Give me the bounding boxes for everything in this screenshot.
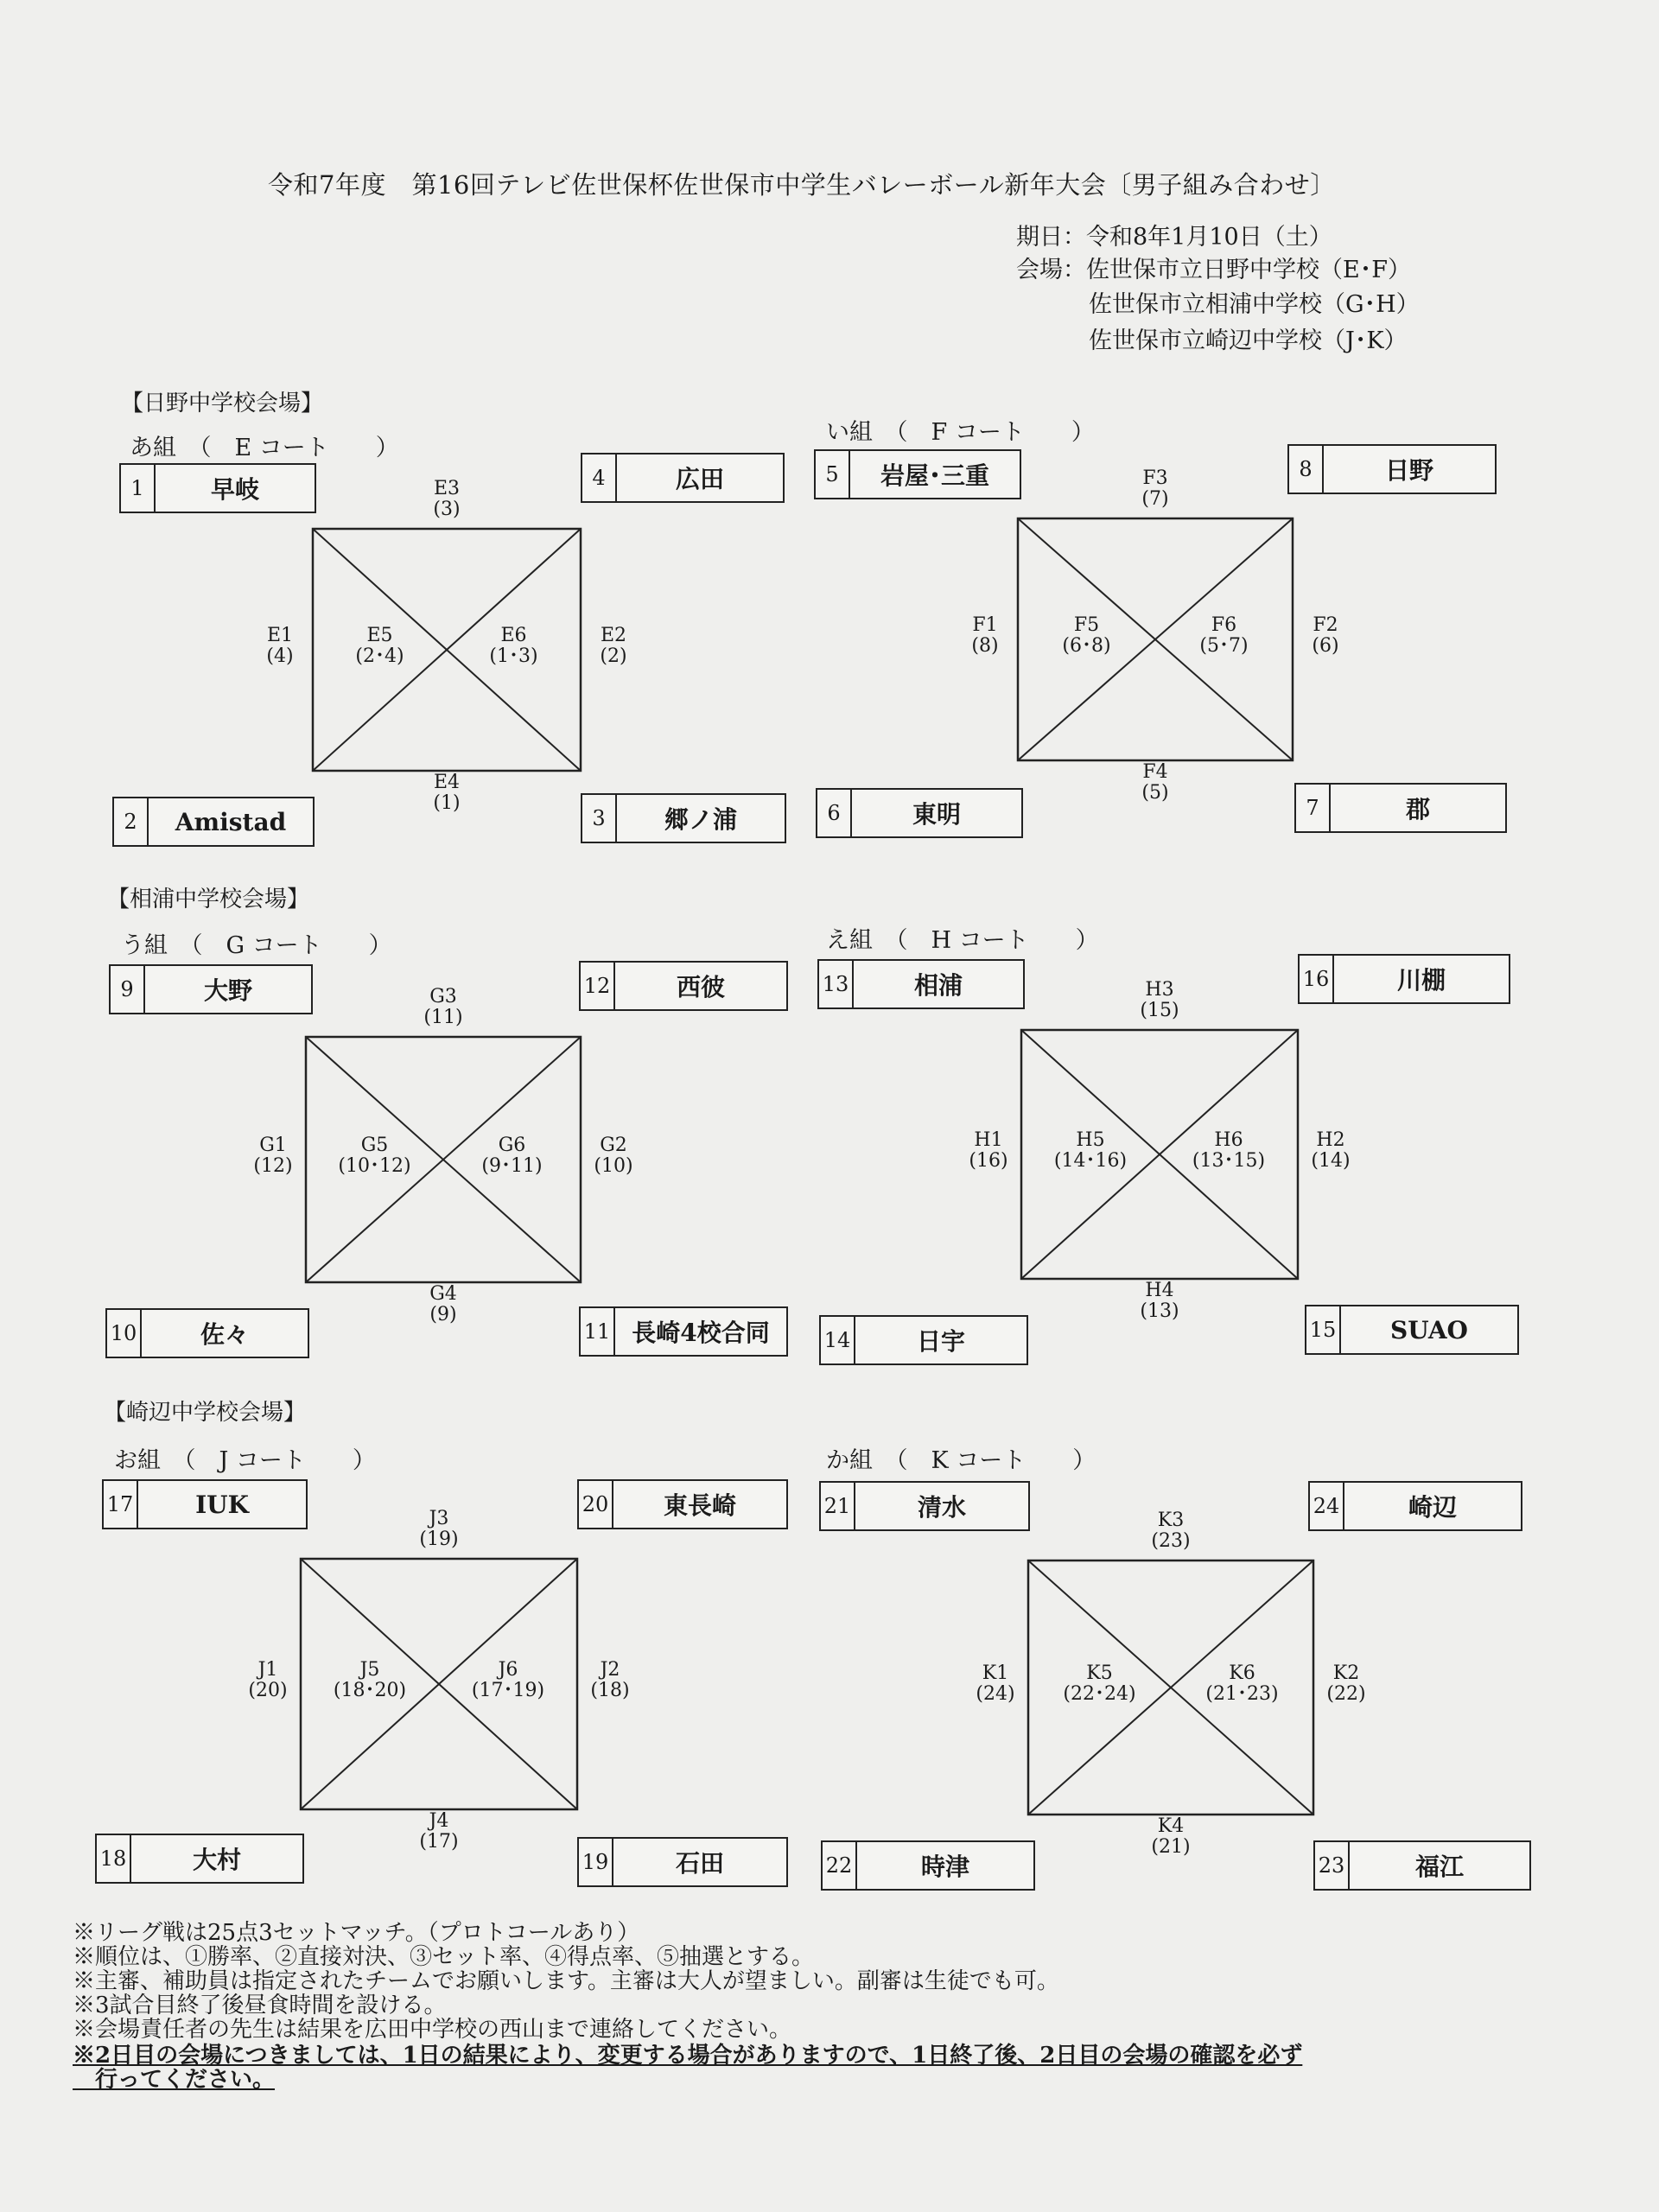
note-1: ※リーグ戦は25点3セットマッチ。（プロトコールあり）: [73, 1920, 640, 1946]
team-name: 早岐: [210, 475, 259, 504]
match-label-top: [419, 1509, 458, 1550]
match-label-top: [1140, 980, 1179, 1021]
match-label-top: [423, 987, 462, 1028]
match-label-cl: [334, 1660, 406, 1701]
match-label-left: [971, 615, 998, 657]
team-box: [109, 964, 313, 1014]
match-code: J6: [498, 1659, 518, 1681]
match-label-right: [1311, 1130, 1350, 1172]
team-number: 11: [581, 1308, 615, 1355]
team-number: 1: [121, 465, 156, 512]
team-name: 西彼: [676, 973, 725, 1001]
match-order: (2): [600, 645, 627, 667]
match-label-right: [594, 1135, 632, 1177]
team-name: 大野: [203, 976, 252, 1005]
match-code: E2: [600, 625, 627, 646]
match-code: F1: [972, 614, 998, 636]
match-label-right: [1312, 615, 1338, 657]
team-number: 23: [1315, 1842, 1350, 1889]
team-box: [817, 959, 1025, 1009]
team-number: 8: [1289, 446, 1324, 493]
team-name: 相浦: [913, 971, 963, 1000]
match-code: E3: [433, 478, 461, 499]
note-5: ※会場責任者の先生は結果を広田中学校の西山まで連絡してください。: [73, 2017, 792, 2043]
team-number: 14: [821, 1317, 855, 1363]
team-name: 時津: [920, 1853, 969, 1881]
team-box: [581, 453, 785, 503]
match-label-top: [433, 479, 460, 520]
team-name: SUAO: [1390, 1315, 1468, 1344]
match-code: K2: [1332, 1662, 1360, 1684]
team-name: 大村: [192, 1846, 241, 1874]
match-label-left: [266, 626, 293, 667]
team-box: [105, 1308, 309, 1358]
team-number: 20: [579, 1481, 613, 1528]
venue-line-2: 佐世保市立相浦中学校（G･H）: [1089, 291, 1420, 318]
team-name: 長崎4校合同: [632, 1319, 770, 1347]
match-order: (20): [248, 1680, 288, 1701]
team-name: 佐々: [200, 1320, 249, 1349]
match-code: K4: [1157, 1815, 1185, 1837]
match-order: (13･15): [1192, 1150, 1266, 1172]
match-order: (22): [1326, 1683, 1366, 1705]
match-label-right: [600, 626, 626, 667]
team-box: [816, 788, 1023, 838]
team-number: 16: [1300, 956, 1334, 1002]
match-order: (19): [419, 1529, 459, 1550]
team-box: [577, 1479, 788, 1529]
note-4: ※3試合目終了後昼食時間を設ける。: [73, 1993, 447, 2018]
team-name: 岩屋･三重: [880, 461, 989, 490]
match-order: (14･16): [1053, 1150, 1128, 1172]
team-box: [577, 1837, 788, 1887]
match-order: (1･3): [489, 645, 538, 667]
team-name: 東明: [912, 800, 961, 829]
match-order: (4): [266, 645, 294, 667]
team-name: 石田: [675, 1849, 724, 1878]
match-code: E4: [433, 772, 461, 793]
note-2: ※順位は、①勝率、②直接対決、③セット率、④得点率、⑤抽選とする。: [73, 1944, 815, 1970]
venue-heading-sakibe: 【崎辺中学校会場】: [104, 1400, 307, 1426]
match-label-cl: [355, 626, 404, 667]
match-label-left: [976, 1663, 1014, 1705]
team-box: [819, 1315, 1028, 1365]
match-label-top: [1151, 1510, 1190, 1552]
court-diagram: [313, 529, 581, 771]
match-code: F5: [1073, 614, 1100, 636]
team-box: [102, 1479, 308, 1529]
match-label-cl: [1063, 1663, 1135, 1705]
team-box: [95, 1834, 304, 1884]
venue-line-1: 会場：佐世保市立日野中学校（E･F）: [1016, 257, 1411, 283]
match-order: (15): [1140, 1000, 1179, 1021]
team-number: 15: [1306, 1306, 1341, 1353]
match-code: J5: [359, 1659, 380, 1681]
match-order: (22･24): [1063, 1683, 1136, 1705]
venue-heading-hino: 【日野中学校会場】: [121, 391, 324, 416]
match-label-left: [248, 1660, 287, 1701]
match-label-cl: [338, 1135, 410, 1177]
team-name: 福江: [1414, 1853, 1464, 1881]
match-order: (11): [423, 1007, 463, 1028]
match-order: (17･19): [471, 1680, 545, 1701]
team-name: IUK: [195, 1490, 249, 1519]
note-3: ※主審、補助員は指定されたチームでお願いします。主審は大人が望ましい。副審は生徒でも可。: [73, 1968, 1059, 1994]
team-box: [1287, 444, 1497, 494]
match-order: (2･4): [355, 645, 404, 667]
team-number: 24: [1310, 1483, 1344, 1529]
match-order: (3): [433, 499, 461, 520]
match-code: F6: [1211, 614, 1237, 636]
match-code: E5: [366, 625, 393, 646]
match-code: H1: [974, 1129, 1003, 1151]
team-number: 5: [816, 451, 850, 498]
team-box: [112, 797, 315, 847]
team-box: [1298, 954, 1510, 1004]
match-code: J4: [429, 1810, 449, 1832]
team-box: [581, 793, 786, 843]
team-number: 4: [582, 454, 617, 501]
match-code: E1: [266, 625, 294, 646]
match-label-bottom: [1151, 1816, 1190, 1858]
team-box: [1305, 1305, 1519, 1355]
match-order: (5･7): [1199, 635, 1249, 657]
page-title: 令和7年度 第16回テレビ佐世保杯佐世保市中学生バレーボール新年大会〔男子組み合わせ〕: [268, 170, 1336, 200]
match-order: (6): [1312, 635, 1339, 657]
team-name: 郡: [1405, 795, 1430, 823]
team-number: 12: [581, 963, 615, 1009]
match-code: G1: [259, 1135, 287, 1156]
match-order: (24): [976, 1683, 1015, 1705]
team-number: 9: [111, 966, 145, 1013]
team-number: 22: [823, 1842, 857, 1889]
match-code: J3: [429, 1508, 449, 1529]
match-code: H4: [1145, 1280, 1174, 1301]
match-label-right: [1326, 1663, 1365, 1705]
match-order: (13): [1140, 1300, 1179, 1322]
group-label: あ組 （ E コート ）: [130, 435, 399, 461]
match-order: (18): [590, 1680, 630, 1701]
match-code: H6: [1214, 1129, 1243, 1151]
match-code: G3: [429, 986, 457, 1007]
match-label-left: [969, 1130, 1007, 1172]
team-name: 清水: [917, 1493, 966, 1522]
team-box: [579, 961, 788, 1011]
team-box: [1308, 1481, 1522, 1531]
team-box: [819, 1481, 1030, 1531]
match-code: J2: [600, 1659, 620, 1681]
match-code: K3: [1157, 1510, 1185, 1531]
match-order: (7): [1141, 488, 1169, 510]
match-code: K5: [1086, 1662, 1113, 1684]
match-label-bottom: [419, 1811, 458, 1853]
team-name: 郷ノ浦: [664, 805, 737, 834]
group-label: え組 （ H コート ）: [826, 927, 1099, 954]
match-label-bottom: [429, 1284, 457, 1325]
team-box: [119, 463, 316, 513]
team-number: 6: [817, 790, 852, 836]
match-code: F2: [1313, 614, 1338, 636]
team-number: 3: [582, 795, 617, 842]
team-number: 7: [1296, 785, 1331, 831]
group-label: い組 （ F コート ）: [826, 419, 1095, 446]
match-code: H3: [1145, 979, 1174, 1001]
match-label-cr: [481, 1135, 542, 1177]
match-label-left: [253, 1135, 292, 1177]
match-label-cr: [472, 1660, 544, 1701]
team-name: 日野: [1384, 456, 1433, 485]
match-order: (9): [429, 1304, 457, 1325]
match-order: (8): [971, 635, 999, 657]
team-name: 日宇: [916, 1327, 965, 1356]
match-order: (10): [594, 1155, 633, 1177]
match-code: K6: [1229, 1662, 1255, 1684]
match-label-bottom: [1141, 762, 1168, 804]
team-name: 東長崎: [663, 1491, 736, 1520]
team-name: Amistad: [175, 807, 287, 836]
venue-heading-ainoura: 【相浦中学校会場】: [107, 887, 310, 912]
match-label-right: [590, 1660, 629, 1701]
match-order: (1): [433, 792, 461, 814]
match-code: J1: [257, 1659, 278, 1681]
court-diagram: [1018, 518, 1293, 760]
match-order: (14): [1311, 1150, 1351, 1172]
match-code: F3: [1142, 467, 1168, 489]
group-label: か組 （ K コート ）: [826, 1447, 1096, 1474]
note-6: ※2日目の会場につきましては、1日の結果により、変更する場合がありますので、1日終了後、2日目の会場の確認を必ず: [73, 2043, 1303, 2069]
match-code: G5: [360, 1135, 389, 1156]
team-box: [579, 1306, 788, 1357]
match-order: (21): [1151, 1836, 1191, 1858]
venue-line-3: 佐世保市立崎辺中学校（J･K）: [1089, 327, 1408, 354]
match-code: H2: [1316, 1129, 1345, 1151]
team-number: 17: [104, 1481, 138, 1528]
event-date: 期日：令和8年1月10日（土）: [1016, 224, 1332, 251]
team-name: 広田: [675, 465, 724, 493]
group-label: お組 （ J コート ）: [114, 1447, 376, 1474]
group-label: う組 （ G コート ）: [121, 932, 392, 959]
team-number: 21: [821, 1483, 855, 1529]
match-order: (18･20): [333, 1680, 407, 1701]
match-order: (17): [419, 1831, 459, 1853]
team-number: 2: [114, 798, 149, 845]
match-order: (10･12): [338, 1155, 411, 1177]
note-7: 行ってください。: [73, 2067, 276, 2093]
match-order: (21･23): [1205, 1683, 1279, 1705]
team-number: 10: [107, 1310, 142, 1357]
match-code: G6: [498, 1135, 526, 1156]
match-label-cr: [489, 626, 537, 667]
match-label-cr: [1205, 1663, 1278, 1705]
match-order: (9･11): [481, 1155, 543, 1177]
match-label-cl: [1054, 1130, 1127, 1172]
team-box: [821, 1840, 1035, 1891]
match-order: (6･8): [1062, 635, 1111, 657]
team-number: 18: [97, 1835, 131, 1882]
team-number: 19: [579, 1839, 613, 1885]
match-order: (12): [253, 1155, 293, 1177]
match-label-cl: [1062, 615, 1110, 657]
match-code: K1: [982, 1662, 1009, 1684]
match-order: (5): [1141, 782, 1169, 804]
match-label-cr: [1192, 1130, 1265, 1172]
match-code: H5: [1076, 1129, 1105, 1151]
team-name: 崎辺: [1408, 1493, 1457, 1522]
match-label-cr: [1199, 615, 1248, 657]
match-label-bottom: [433, 772, 460, 814]
match-label-top: [1141, 468, 1168, 510]
team-box: [1313, 1840, 1531, 1891]
match-code: G2: [600, 1135, 627, 1156]
team-name: 川棚: [1396, 966, 1446, 995]
team-number: 13: [819, 961, 854, 1007]
team-box: [1294, 783, 1507, 833]
match-order: (16): [969, 1150, 1008, 1172]
team-box: [814, 449, 1021, 499]
match-label-bottom: [1140, 1281, 1179, 1322]
match-code: F4: [1142, 761, 1168, 783]
match-code: E6: [500, 625, 527, 646]
match-order: (23): [1151, 1530, 1191, 1552]
match-code: G4: [429, 1283, 457, 1305]
